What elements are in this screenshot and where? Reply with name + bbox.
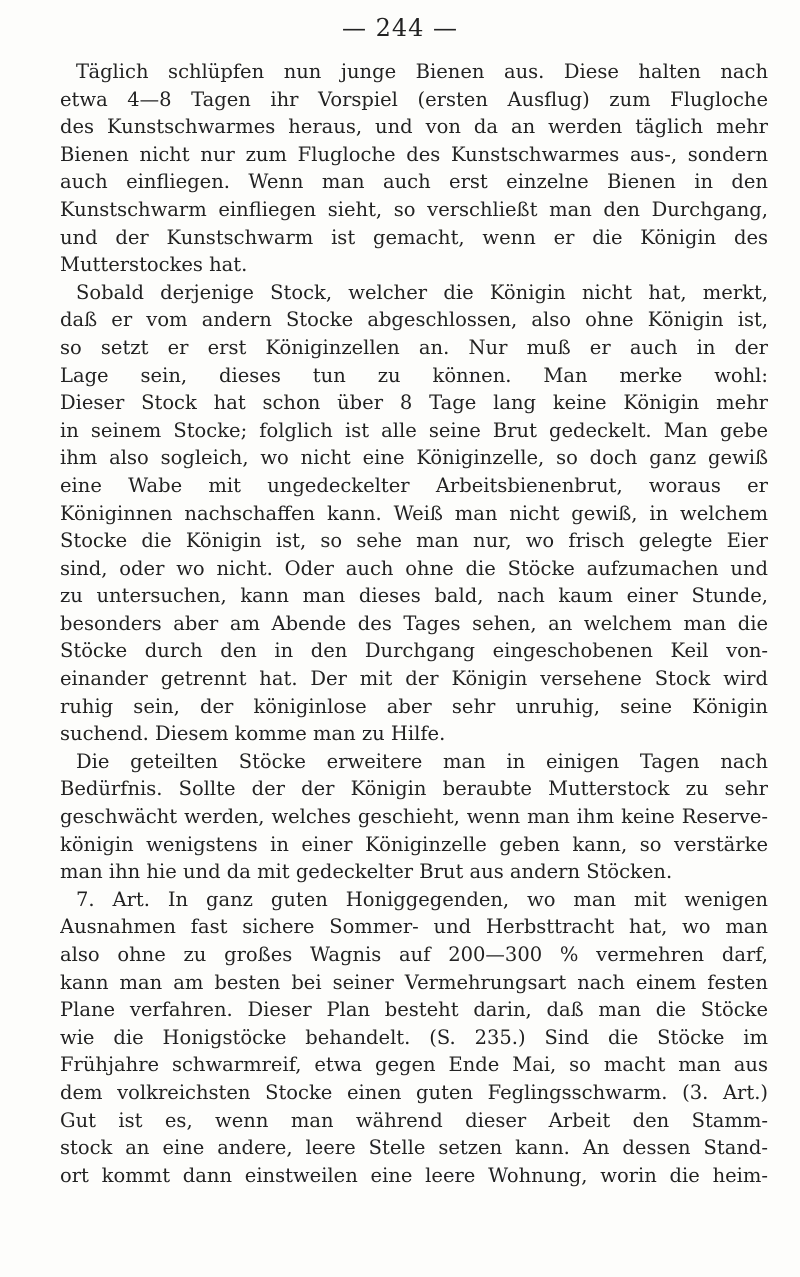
text-line: Dieser Stock hat schon über 8 Tage lang keine Königin mehr [60,391,768,415]
text-line: einander getrennt hat. Der mit der Königin versehene Stock wird [60,667,768,691]
text-line: Königinnen nachschaffen kann. Weiß man nicht gewiß, in welchem [60,501,768,525]
text-line: wie die Honigstöcke behandelt. (S. 235.) Sind die Stöcke im [60,1025,768,1049]
text-line: zu untersuchen, kann man dieses bald, nach kaum einer Stunde, [60,584,768,608]
text-line: geschwächt werden, welches geschieht, wenn man ihm keine Reserve- [60,805,768,829]
text-line: Die geteilten Stöcke erweitere man in einigen Tagen nach [76,749,768,773]
text-line: königin wenigstens in einer Königinzelle geben kann, so verstärke [60,832,768,856]
text-line: in seinem Stocke; folglich ist alle seine Brut gedeckelt. Man gebe [60,418,768,442]
text-line: dem volkreichsten Stocke einen guten Feglingsschwarm. (3. Art.) [60,1080,768,1104]
text-line: ort kommt dann einstweilen eine leere Wohnung, worin die heim- [60,1163,768,1187]
text-line: ruhig sein, der königinlose aber sehr unruhig, seine Königin [60,694,768,718]
text-line: besonders aber am Abende des Tages sehen, an welchem man die [60,611,768,635]
text-line: man ihn hie und da mit gedeckelter Brut aus andern Stöcken. [60,860,673,884]
text-line: Stöcke durch den in den Durchgang eingeschobenen Keil von- [60,639,768,663]
text-line: etwa 4—8 Tagen ihr Vorspiel (ersten Ausflug) zum Flugloche [60,87,768,111]
text-line: also ohne zu großes Wagnis auf 200—300 % vermehren darf, [60,943,768,966]
text-line: auch einfliegen. Wenn man auch erst einzelne Bienen in den [60,170,768,194]
text-line: Frühjahre schwarmreif, etwa gegen Ende Mai, so macht man aus [60,1053,768,1077]
text-line: so setzt er erst Königinzellen an. Nur muß er auch in der [60,335,768,359]
text-line: Sobald derjenige Stock, welcher die Königin nicht hat, merkt, [76,280,768,304]
text-line: daß er vom andern Stocke abgeschlossen, also ohne Königin ist, [60,308,768,332]
text-line: eine Wabe mit ungedeckelter Arbeitsbienenbrut, woraus er [60,473,768,497]
text-line: und der Kunstschwarm ist gemacht, wenn er die Königin des [60,225,768,249]
text-line: des Kunstschwarmes heraus, und von da an werden täglich mehr [60,115,768,139]
body-text [60,58,768,1189]
text-line: Bedürfnis. Sollte der der Königin beraubte Mutterstock zu sehr [60,777,768,801]
text-line: 7. Art. In ganz guten Honiggegenden, wo man mit wenigen [76,887,768,911]
text-line: ihm also sogleich, wo nicht eine Königinzelle, so doch ganz gewiß [60,446,768,470]
text-line: Plane verfahren. Dieser Plan besteht darin, daß man die Stöcke [60,998,768,1022]
text-line: Ausnahmen fast sichere Sommer- und Herbsttracht hat, wo man [60,915,768,939]
text-line: suchend. Diesem komme man zu Hilfe. [60,722,446,746]
text-line: Lage sein, dieses tun zu können. Man merke wohl: [60,363,768,387]
text-line: sind, oder wo nicht. Oder auch ohne die Stöcke aufzumachen und [60,556,768,580]
text-line: Bienen nicht nur zum Flugloche des Kunstschwarmes aus-, sondern [60,142,768,166]
text-line: Täglich schlüpfen nun junge Bienen aus. Diese halten nach [76,60,768,83]
text-line: stock an eine andere, leere Stelle setzen kann. An dessen Stand- [60,1136,768,1160]
page-number: — 244 — [341,14,459,42]
text-line: Kunstschwarm einfliegen sieht, so verschließt man den Durchgang, [60,197,768,221]
text-line: Gut ist es, wenn man während dieser Arbeit den Stamm- [60,1108,768,1132]
text-line: kann man am besten bei seiner Vermehrungsart nach einem festen [60,970,768,994]
text-line: Stocke die Königin ist, so sehe man nur, wo frisch gelegte Eier [60,529,768,553]
text-line: Mutterstockes hat. [60,253,248,277]
